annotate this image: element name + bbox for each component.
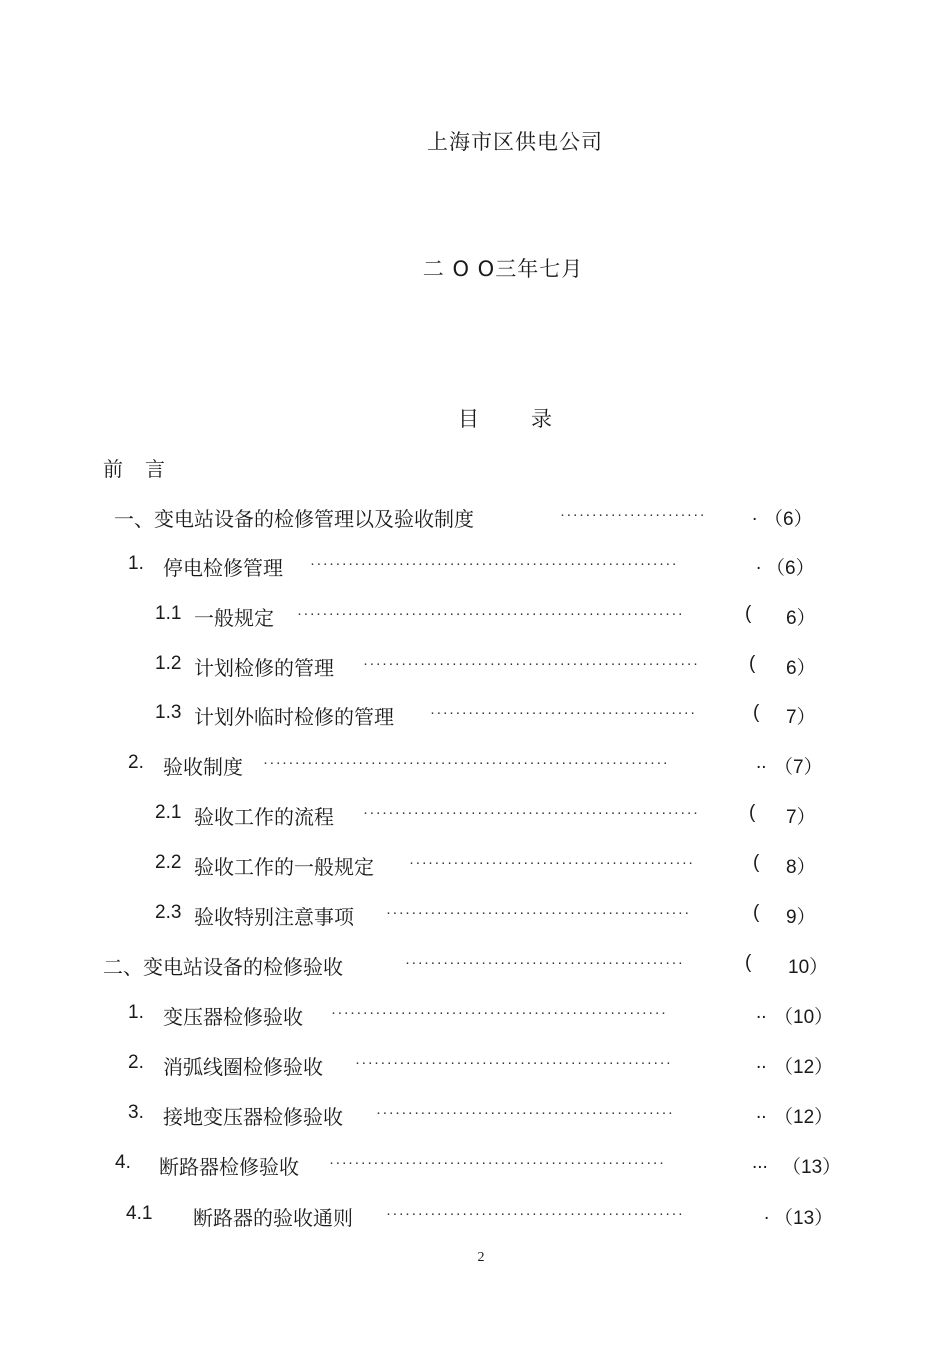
toc-entry-number: 1. <box>128 1002 144 1023</box>
toc-preface <box>103 453 165 482</box>
toc-entry-dots: ····················································· <box>363 655 700 672</box>
toc-entry <box>0 751 950 781</box>
toc-entry-number: 1.1 <box>155 603 182 624</box>
toc-entry-lead: ( <box>745 952 752 973</box>
toc-entry <box>0 851 950 881</box>
toc-entry-number: 1.2 <box>155 653 182 674</box>
toc-entry-lead: . <box>752 504 758 525</box>
toc-entry-number: 3. <box>128 1102 144 1123</box>
toc-entry-label: 一般规定 <box>194 606 274 630</box>
toc-entry-page: （6） <box>764 509 813 530</box>
toc-entry-lead: . <box>764 1203 770 1224</box>
toc-entry <box>0 801 950 831</box>
toc-entry-page: 7） <box>786 807 816 828</box>
toc-entry-dots: ·················································· <box>355 1054 673 1071</box>
toc-entry <box>0 552 950 582</box>
toc-entry-page: 6） <box>786 608 816 629</box>
toc-entry-number: 2.2 <box>155 852 182 873</box>
toc-entry-label: 计划外临时检修的管理 <box>194 705 394 729</box>
toc-entry-dots: ····················································· <box>363 804 700 821</box>
toc-entry-dots: ····················································· <box>331 1004 668 1021</box>
toc-entry-lead: .. <box>756 1002 767 1023</box>
toc-entry <box>0 701 950 731</box>
toc-entry-label: 验收特别注意事项 <box>194 905 354 929</box>
toc-entry-dots: ············································· <box>409 854 695 871</box>
toc-entry-page: 8） <box>786 857 816 878</box>
toc-entry-label: 消弧线圈检修验收 <box>163 1055 323 1079</box>
toc-entry-label: 一、变电站设备的检修管理以及验收制度 <box>114 507 474 531</box>
toc-preface-left: 前 <box>103 457 123 481</box>
toc-entry-lead: .. <box>756 752 767 773</box>
toc-entry-dots: ··············································· <box>376 1104 675 1121</box>
toc-entry-lead: ( <box>753 902 760 923</box>
toc-entry <box>0 652 950 682</box>
company-name: 上海市区供电公司 <box>427 130 603 154</box>
toc-entry-label: 变压器检修验收 <box>163 1005 303 1029</box>
toc-entry-page: （12） <box>774 1057 834 1078</box>
toc-entry-page: 9） <box>786 907 816 928</box>
toc-heading-right: 录 <box>531 407 552 431</box>
toc-entry-number: 2.3 <box>155 902 182 923</box>
toc-entry-page: （12） <box>774 1107 834 1128</box>
toc-entry-lead: ... <box>752 1152 768 1173</box>
toc-entry-lead: .. <box>756 1102 767 1123</box>
toc-entry <box>0 1101 950 1131</box>
toc-entry-dots: ·········································· <box>430 704 697 721</box>
toc-entry-lead: .. <box>756 1052 767 1073</box>
toc-entry-number: 1. <box>128 553 144 574</box>
toc-entry-number: 4. <box>115 1152 131 1173</box>
toc-entry-number: 4.1 <box>126 1203 153 1224</box>
toc-entry-label: 计划检修的管理 <box>194 656 334 680</box>
toc-entry-label: 断路器的验收通则 <box>193 1206 353 1230</box>
toc-heading-left: 目 <box>458 407 479 431</box>
toc-entry-lead: ( <box>749 802 756 823</box>
toc-entry-dots: ····························································· <box>297 605 685 622</box>
toc-entry-page: 6） <box>786 658 816 679</box>
toc-entry-lead: . <box>756 553 762 574</box>
toc-entry-dots: ····················································· <box>329 1154 666 1171</box>
page-number: 2 <box>477 1250 485 1265</box>
toc-entry-label: 验收工作的流程 <box>194 805 334 829</box>
toc-entry-page: （10） <box>774 1007 834 1028</box>
toc-entry-label: 停电检修管理 <box>163 556 283 580</box>
toc-entry <box>0 1001 950 1031</box>
toc-preface-right: 言 <box>145 457 165 481</box>
toc-entry-label: 验收工作的一般规定 <box>194 855 374 879</box>
toc-entry-page: （13） <box>782 1157 842 1178</box>
toc-entry-dots: ································································ <box>263 754 670 771</box>
toc-entry <box>0 602 950 632</box>
toc-entry <box>0 1051 950 1081</box>
toc-entry-lead: ( <box>749 653 756 674</box>
toc-entry-dots: ·························································· <box>310 555 679 572</box>
toc-entry-number: 2. <box>128 1052 144 1073</box>
toc-entry-number: 1.3 <box>155 702 182 723</box>
toc-entry-page: （6） <box>766 558 815 579</box>
toc-entry <box>0 901 950 931</box>
toc-entry-page: （7） <box>774 757 823 778</box>
toc-entry-lead: ( <box>745 603 752 624</box>
toc-entry-dots: ······················· <box>560 506 706 523</box>
toc-entry <box>0 503 950 533</box>
toc-entry-page: （13） <box>774 1208 834 1229</box>
toc-entry-label: 断路器检修验收 <box>159 1155 299 1179</box>
toc-entry-label: 二、变电站设备的检修验收 <box>103 955 343 979</box>
toc-entry-number: 2. <box>128 752 144 773</box>
toc-entry-dots: ············································ <box>405 954 685 971</box>
toc-entry-label: 接地变压器检修验收 <box>163 1105 343 1129</box>
toc-entry-lead: ( <box>753 702 760 723</box>
toc-entry <box>0 951 950 981</box>
toc-entry-label: 验收制度 <box>163 755 243 779</box>
toc-entry-dots: ··············································· <box>386 1205 685 1222</box>
document-date: 二 O O三年七月 <box>422 257 584 281</box>
toc-entry-page: 10） <box>788 957 829 978</box>
toc-entry-page: 7） <box>786 707 816 728</box>
toc-entry <box>0 1202 950 1232</box>
toc-entry <box>0 1151 950 1181</box>
toc-entry-number: 2.1 <box>155 802 182 823</box>
toc-entry-lead: ( <box>753 852 760 873</box>
toc-entry-dots: ················································ <box>386 904 691 921</box>
toc-heading <box>458 403 552 433</box>
